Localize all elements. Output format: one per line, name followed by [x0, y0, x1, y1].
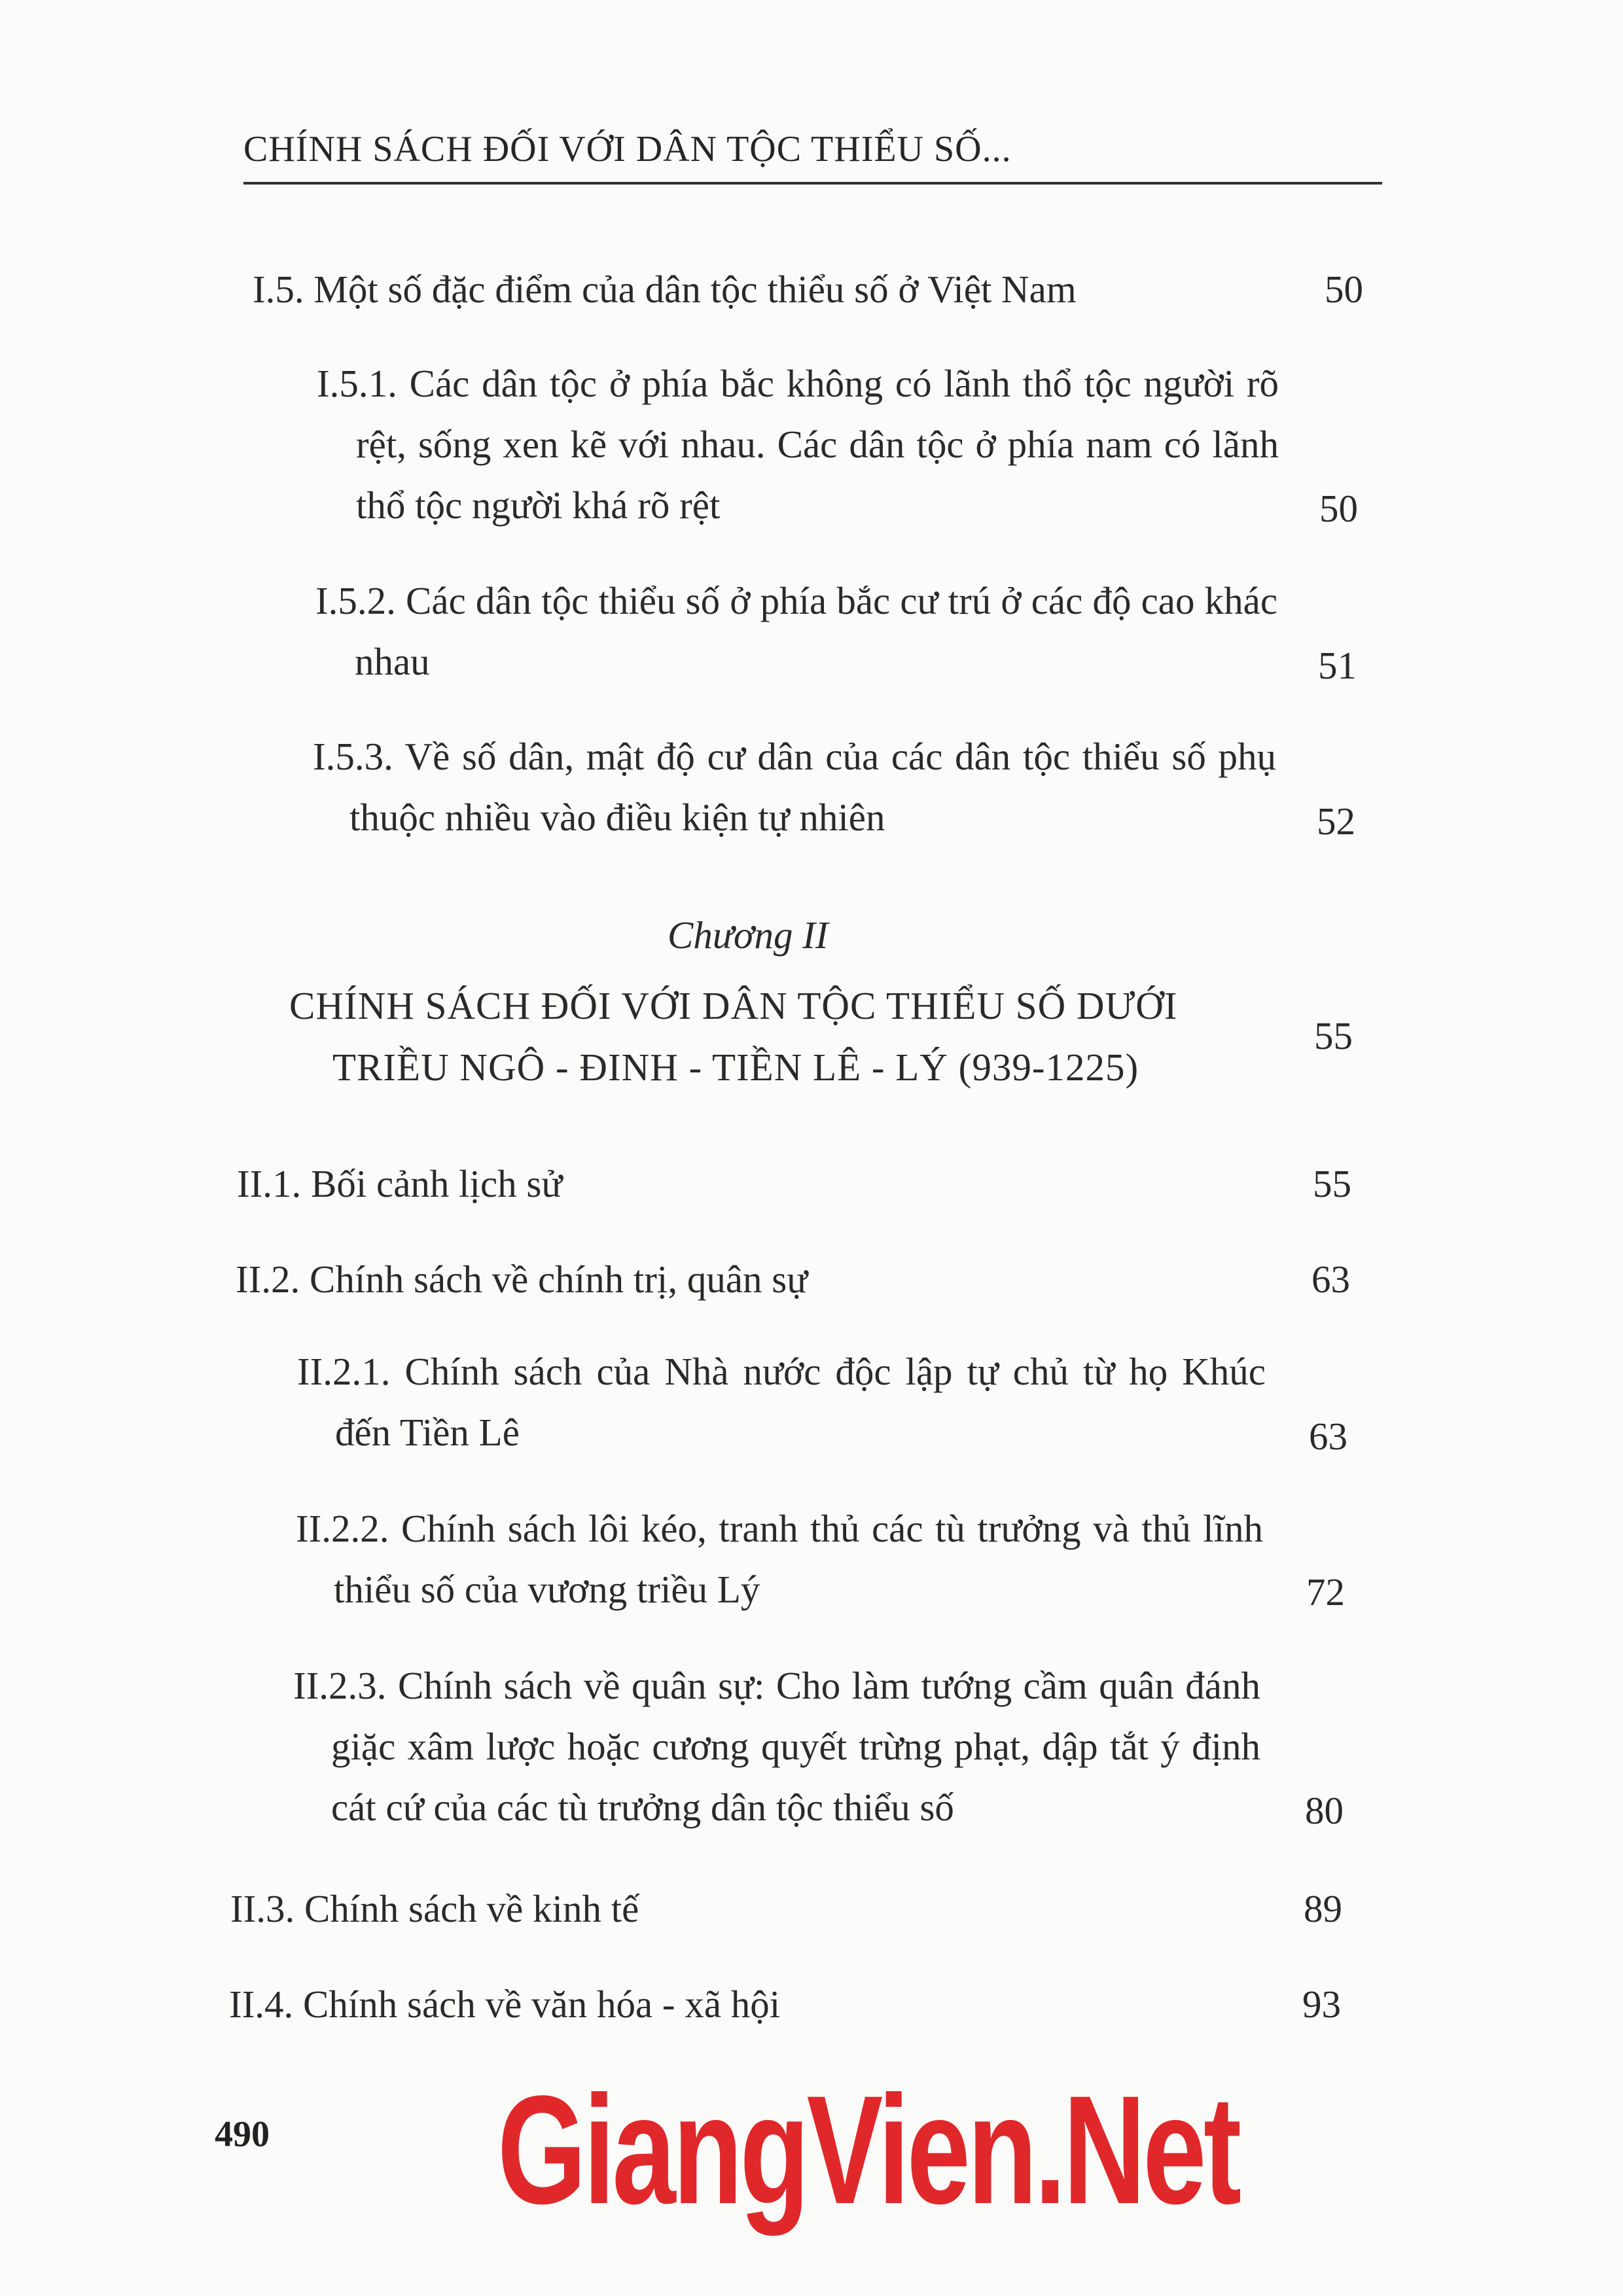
toc-entry-1-5-3-text: I.5.3. Về số dân, mật độ cư dân của các dân tộc thiểu số phụ thuộc nhiều vào điều kiện tự nhiên — [313, 735, 1276, 839]
toc-entry-2-2-2-page: 72 — [1306, 1570, 1345, 1614]
toc-entry-1-5-3-page: 52 — [1317, 800, 1355, 843]
toc-entry-1-5-1-page: 50 — [1319, 487, 1358, 530]
toc-entry-1-5-page: 50 — [1325, 268, 1363, 311]
toc-entry-1-5-2-text: I.5.2. Các dân tộc thiểu số ở phía bắc cư trú ở các độ cao khác nhau — [315, 579, 1277, 683]
toc-entry-2-3-page: 89 — [1304, 1887, 1342, 1930]
watermark-logo: GiangVien.Net — [497, 2064, 1239, 2236]
toc-entry-2-4-text: II.4. Chính sách về văn hóa - xã hội — [229, 1983, 781, 2026]
toc-entry-2-2-2-text: II.2.2. Chính sách lôi kéo, tranh thủ các tù trưởng và thủ lĩnh thiểu số của vương triều Lý — [296, 1507, 1263, 1611]
page-folio: 490 — [215, 2114, 270, 2155]
toc-entry-2-4-page: 93 — [1302, 1983, 1341, 2026]
toc-entry-1-5-3-block — [313, 726, 1276, 848]
toc-entry-2-2-1-page: 63 — [1309, 1415, 1347, 1458]
toc-entry-2-2-3-block — [293, 1655, 1260, 1838]
chapter-label: Chương II — [668, 913, 829, 957]
toc-entry-1-5-1-text: I.5.1. Các dân tộc ở phía bắc không có lãnh thổ tộc người rõ rệt, sống xen kẽ với nhau. Các dân tộc ở phía nam có lãnh thổ tộc người khá rõ rệt — [317, 362, 1279, 527]
toc-entry-2-1-text: II.1. Bối cảnh lịch sử — [237, 1162, 563, 1205]
toc-entry-2-3-text: II.3. Chính sách về kinh tế — [230, 1887, 639, 1930]
chapter-page: 55 — [1314, 1014, 1353, 1057]
toc-entry-1-5-2-page: 51 — [1318, 644, 1357, 687]
running-head: CHÍNH SÁCH ĐỐI VỚI DÂN TỘC THIỂU SỐ... — [243, 129, 1012, 169]
toc-entry-2-1-page: 55 — [1313, 1162, 1351, 1205]
toc-entry-1-5-2-block — [315, 571, 1277, 692]
toc-entry-2-2-3-page: 80 — [1305, 1789, 1344, 1832]
toc-entry-2-2-1-text: II.2.1. Chính sách của Nhà nước độc lập tự chủ từ họ Khúc đến Tiền Lê — [297, 1350, 1266, 1454]
toc-entry-2-2-text: II.2. Chính sách về chính trị, quân sự — [236, 1258, 808, 1301]
running-head-rule — [243, 182, 1382, 185]
toc-entry-2-2-3-text: II.2.3. Chính sách về quân sự: Cho làm tướng cầm quân đánh giặc xâm lược hoặc cương quyết trừng phạt, dập tắt ý định cát cứ của các tù trưởng dân tộc thiểu số — [293, 1664, 1260, 1829]
toc-entry-2-2-page: 63 — [1311, 1258, 1350, 1301]
toc-entry-1-5-text: I.5. Một số đặc điểm của dân tộc thiểu số ở Việt Nam — [253, 268, 1077, 311]
chapter-title-line-1: CHÍNH SÁCH ĐỐI VỚI DÂN TỘC THIỂU SỐ DƯỚI — [289, 984, 1178, 1027]
toc-entry-2-2-1-block — [297, 1341, 1266, 1463]
chapter-title-line-2: TRIỀU NGÔ - ĐINH - TIỀN LÊ - LÝ (939-1225) — [332, 1046, 1139, 1089]
toc-entry-1-5-1-block — [317, 353, 1279, 536]
toc-entry-2-2-2-block — [296, 1498, 1263, 1620]
